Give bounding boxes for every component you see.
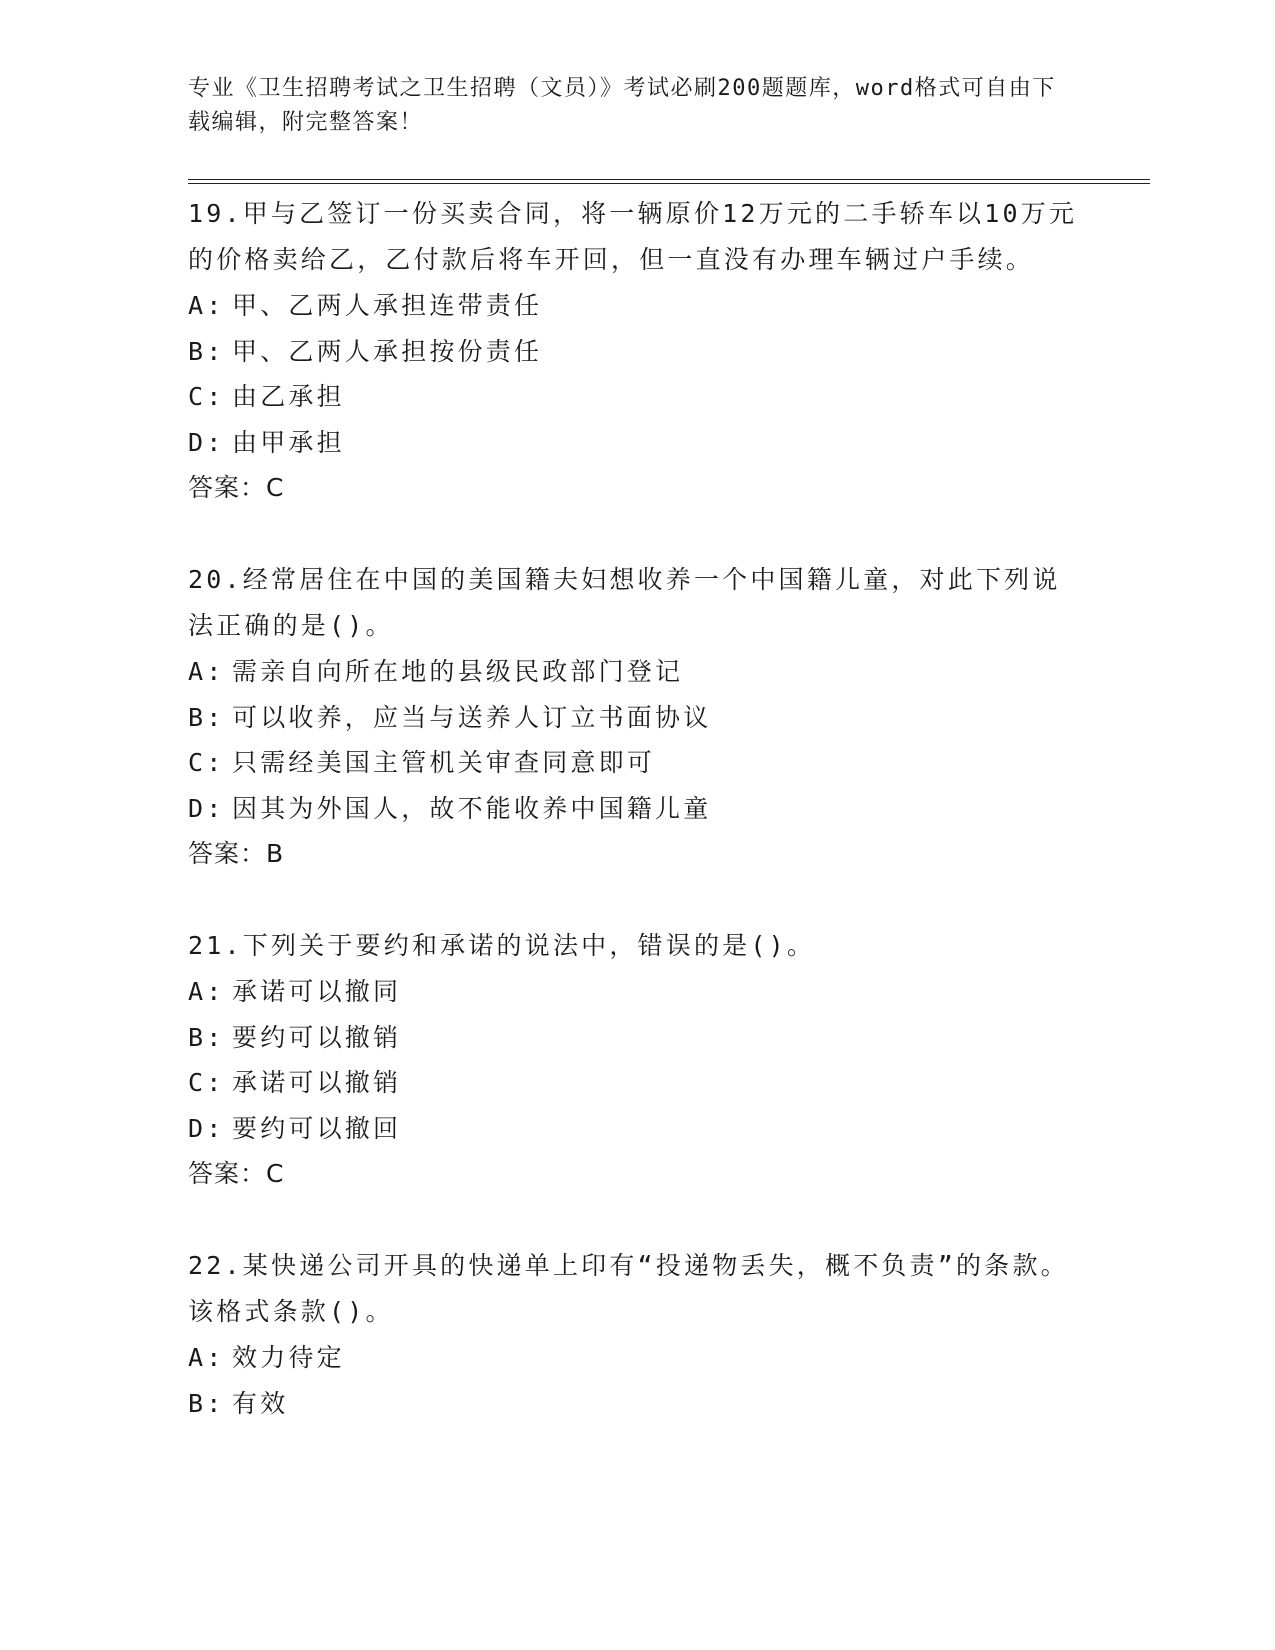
- option-text: 由乙承担: [232, 382, 345, 411]
- option-text: 承诺可以撤销: [232, 1068, 402, 1097]
- option-text: 由甲承担: [232, 427, 345, 457]
- option-key: B:: [188, 1388, 225, 1418]
- option-text: 甲、乙两人承担连带责任: [232, 291, 543, 320]
- option-text: 可以收养，应当与送养人订立书面协议: [232, 702, 712, 732]
- question-stem: 21.下列关于要约和承诺的说法中，错误的是()。: [188, 931, 816, 960]
- option-key: A:: [188, 657, 225, 686]
- option-b: [188, 1381, 1088, 1427]
- question-21: [188, 923, 1088, 1197]
- option-a: [188, 649, 1088, 695]
- option-d: [188, 1106, 1088, 1152]
- question-list: [188, 191, 1088, 1472]
- option-key: A:: [188, 1343, 225, 1372]
- option-key: A:: [188, 977, 225, 1006]
- option-key: B:: [188, 336, 225, 366]
- question-stem: 19.甲与乙签订一份买卖合同，将一辆原价12万元的二手轿车以10万元的价格卖给乙，乙付款后将车开回，但一直没有办理车辆过户手续。: [188, 199, 1078, 274]
- question-22: [188, 1243, 1088, 1426]
- option-text: 甲、乙两人承担按份责任: [232, 336, 543, 366]
- header-divider-top: [188, 179, 1150, 180]
- option-a: [188, 283, 1088, 329]
- answer-line: 答案：C: [188, 473, 285, 502]
- option-text: 需亲自向所在地的县级民政部门登记: [232, 657, 684, 686]
- option-text: 因其为外国人，故不能收养中国籍儿童: [232, 793, 712, 823]
- option-text: 要约可以撤销: [232, 1022, 402, 1052]
- answer-line: 答案：C: [188, 1159, 285, 1188]
- option-key: C:: [188, 1068, 225, 1097]
- option-key: B:: [188, 702, 225, 732]
- answer-line: 答案：B: [188, 839, 285, 868]
- question-20: [188, 557, 1088, 877]
- option-text: 只需经美国主管机关审查同意即可: [232, 748, 656, 777]
- option-key: C:: [188, 748, 225, 777]
- option-key: D:: [188, 1113, 225, 1143]
- option-b: [188, 695, 1088, 741]
- header-text: 专业《卫生招聘考试之卫生招聘（文员）》考试必刷200题题库，word格式可自由下载编辑，附完整答案！: [188, 76, 1056, 135]
- option-d: [188, 420, 1088, 466]
- option-b: [188, 1015, 1088, 1061]
- option-key: D:: [188, 427, 225, 457]
- option-key: A:: [188, 291, 225, 320]
- option-d: [188, 786, 1088, 832]
- option-c: [188, 740, 1088, 786]
- document-header: [188, 72, 1068, 140]
- option-c: [188, 1060, 1088, 1106]
- option-text: 要约可以撤回: [232, 1113, 402, 1143]
- option-a: [188, 969, 1088, 1015]
- question-stem: 22.某快递公司开具的快递单上印有“投递物丢失，概不负责”的条款。该格式条款()。: [188, 1251, 1069, 1326]
- option-text: 承诺可以撤同: [232, 977, 402, 1006]
- option-key: B:: [188, 1022, 225, 1052]
- option-c: [188, 374, 1088, 420]
- option-key: D:: [188, 793, 225, 823]
- option-text: 有效: [232, 1388, 289, 1418]
- option-text: 效力待定: [232, 1343, 345, 1372]
- option-b: [188, 329, 1088, 375]
- option-key: C:: [188, 382, 225, 411]
- header-divider-bottom: [188, 183, 1150, 184]
- question-19: [188, 191, 1088, 511]
- option-a: [188, 1335, 1088, 1381]
- question-stem: 20.经常居住在中国的美国籍夫妇想收养一个中国籍儿童，对此下列说法正确的是()。: [188, 565, 1061, 640]
